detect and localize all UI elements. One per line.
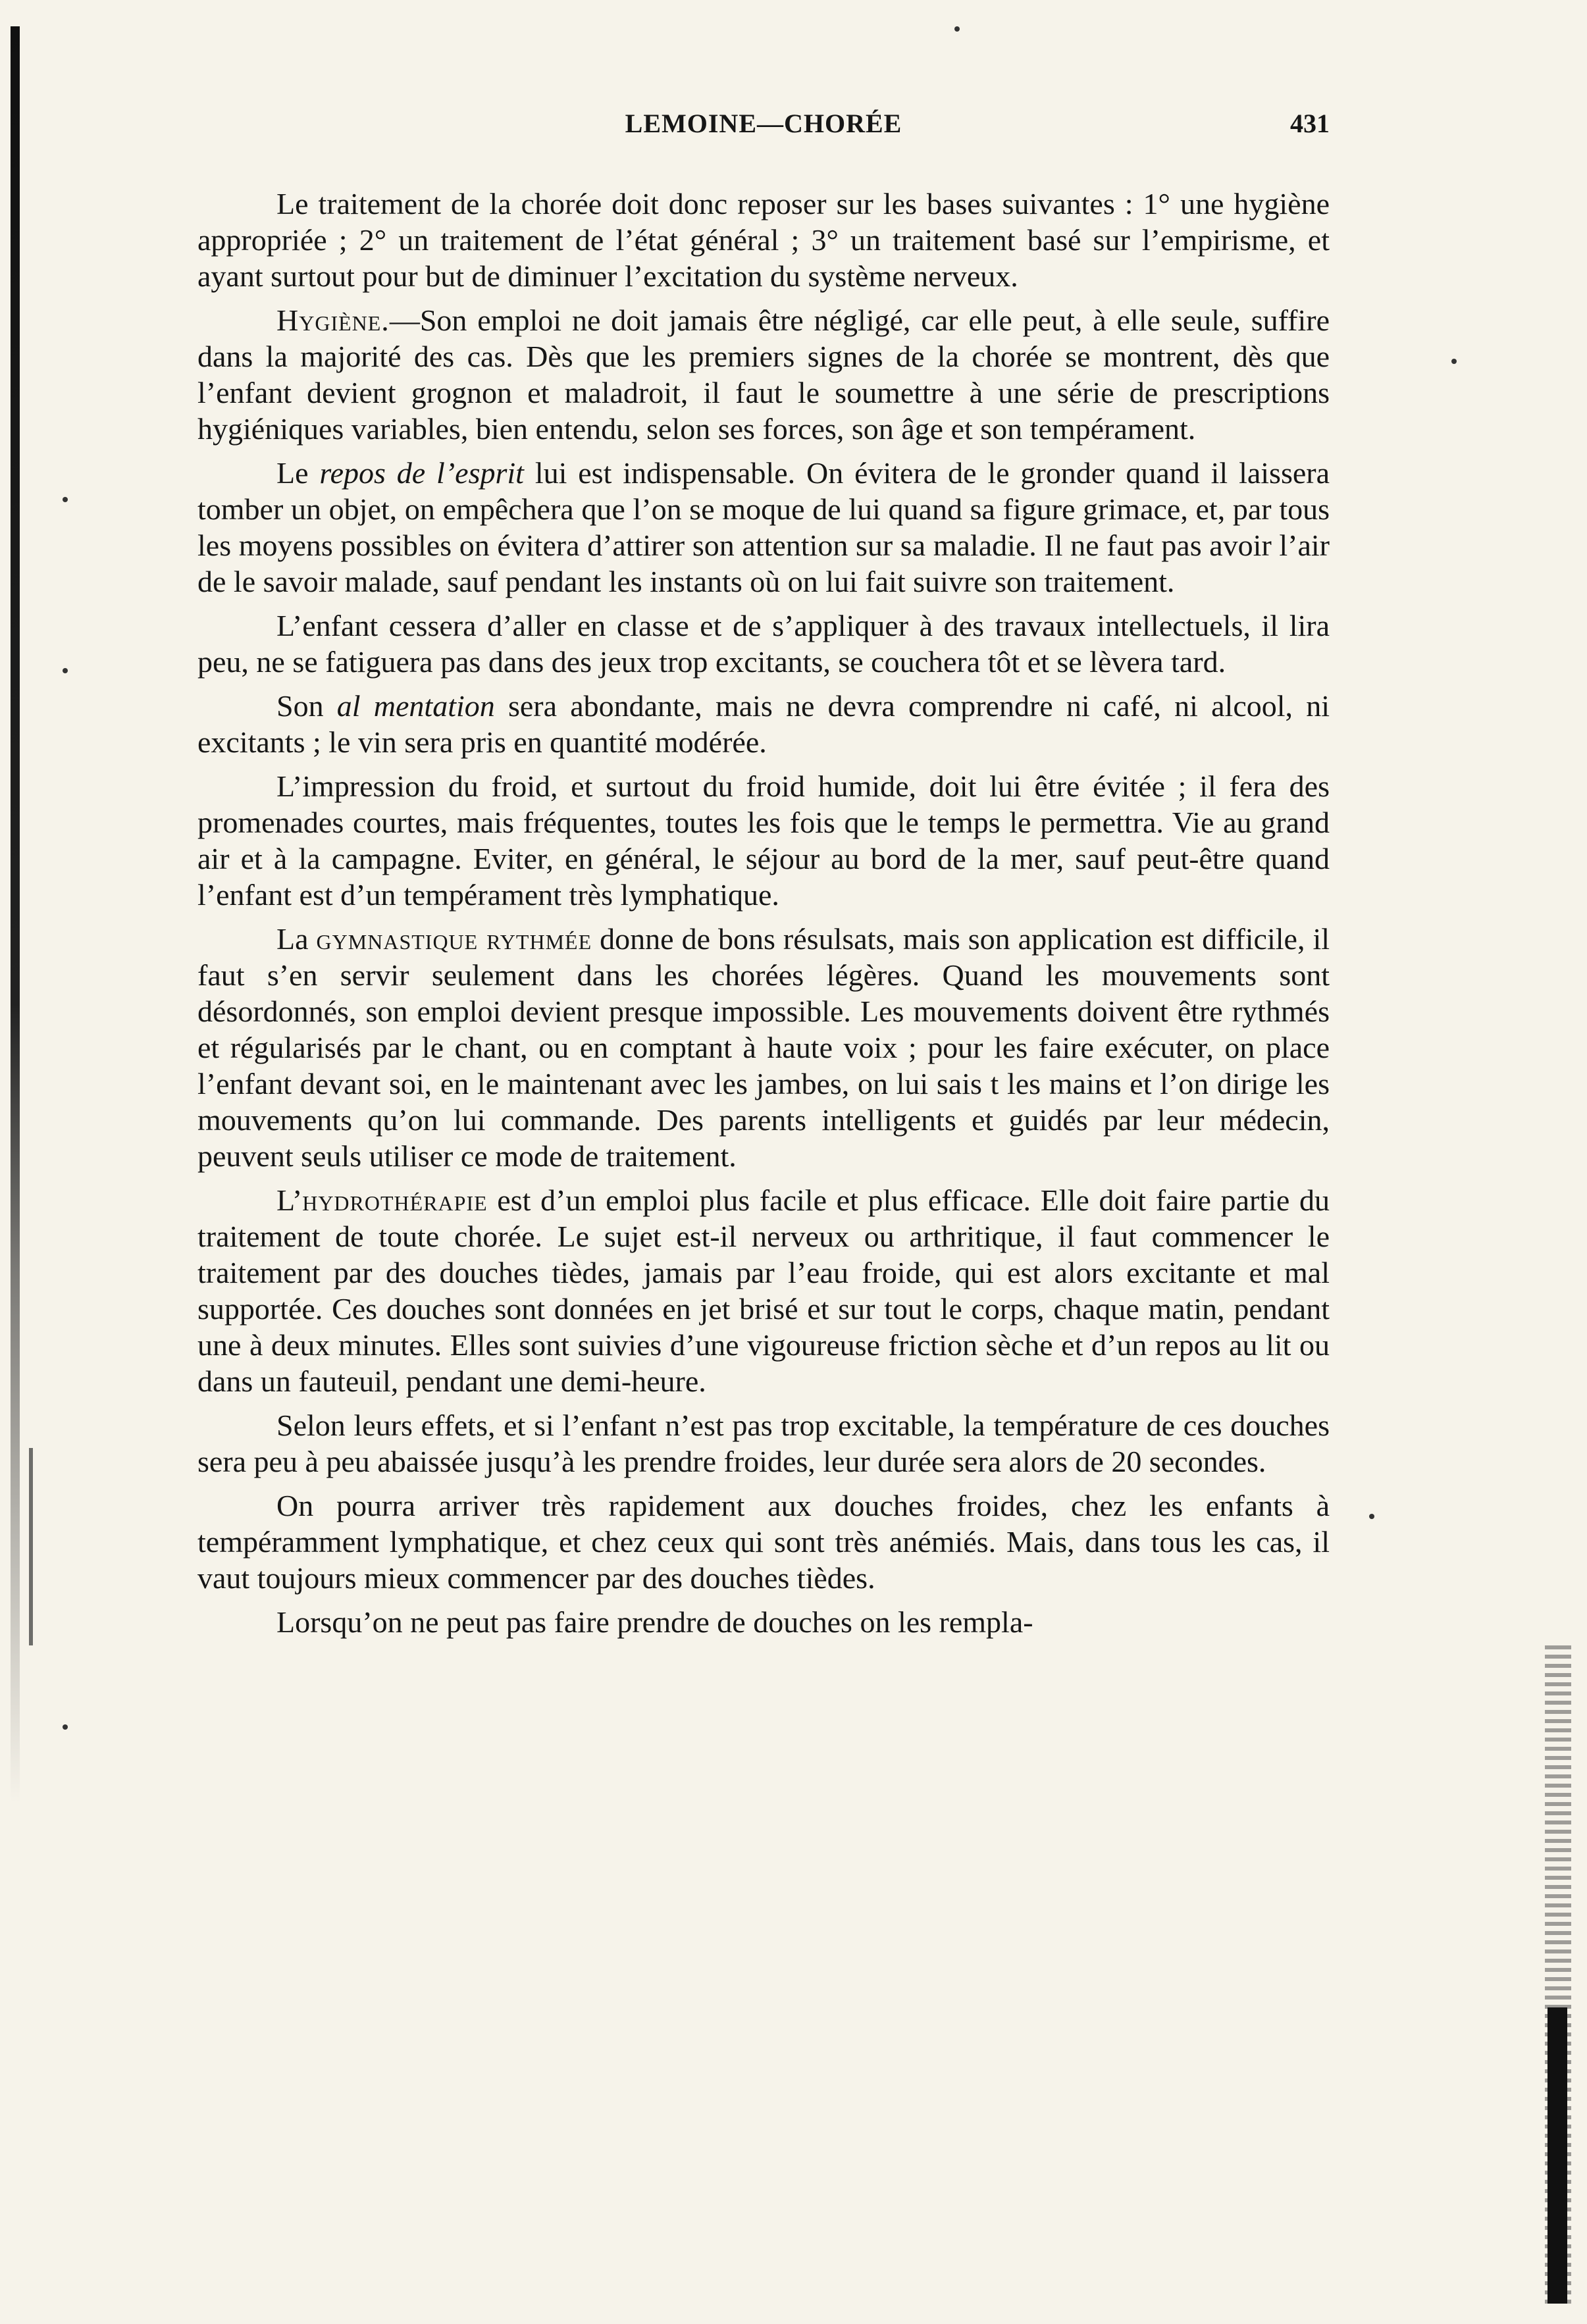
paragraph-text: L’ xyxy=(276,1183,303,1217)
scan-speck xyxy=(954,26,960,32)
paragraph-intro xyxy=(197,186,1330,294)
paragraph-text: La xyxy=(276,922,317,956)
paragraph-temperature xyxy=(197,1407,1330,1480)
paragraph-text: On pourra arriver très rapidement aux douches froides, chez les enfants à tempéramment lymphatique, et chez ceux qui sont très anémiés. Mais, dans tous les cas, il vaut toujours mieux commencer par des douches tièdes. xyxy=(197,1489,1330,1595)
paragraph-text: est d’un emploi plus facile et plus efficace. Elle doit faire partie du traitement de toute chorée. Le sujet est-il nerveux ou arthritique, il faut commencer le traitement par des douches tièdes, jamais par l’eau froide, qui est alors excitante et mal supportée. Ces douches sont données en jet brisé et sur tout le corps, chaque matin, pendant une à deux minutes. Elles sont suivies d’une vigoureuse friction sèche et d’un repos au lit ou dans un fauteuil, pendant une demi-heure. xyxy=(197,1183,1330,1398)
scan-right-edge-shadow xyxy=(1548,2007,1567,2304)
paragraph-text: L’enfant cessera d’aller en classe et de s’appliquer à des travaux intellectuels, il lira peu, ne se fatiguera pas dans des jeux trop excitants, se couchera tôt et se lèvera tard. xyxy=(197,609,1330,679)
paragraph-classe xyxy=(197,607,1330,680)
paragraph-text: —Son emploi ne doit jamais être négligé, car elle peut, à elle seule, suffire dans la majorité des cas. Dès que les premiers signes de la chorée se montrent, dès que l’enfant devient grognon et maladroit, il faut le soumettre à une série de prescriptions hygiéniques variables, bien entendu, selon ses forces, son âge et son tempérament. xyxy=(197,303,1330,446)
section-heading-gymnastique: gymnastique rythmée xyxy=(316,922,592,956)
emphasis-term: repos de l’esprit xyxy=(319,456,524,490)
scan-speck xyxy=(63,1724,68,1730)
paragraph-text: L’impression du froid, et surtout du froid humide, doit lui être évitée ; il fera des promenades courtes, mais fréquentes, toutes les fois que le temps le permettra. Vie au grand air et à la campagne. Eviter, en général, le séjour au bord de la mer, sauf peut-être quand l’enfant est d’un tempérament très lymphatique. xyxy=(197,769,1330,912)
paragraph-text: Le traitement de la chorée doit donc reposer sur les bases suivantes : 1° une hygiène appropriée ; 2° un traitement de l’état général ; 3° un traitement basé sur l’empirisme, et ayant surtout pour but de diminuer l’excitation du système nerveux. xyxy=(197,187,1330,293)
emphasis-term: al mentation xyxy=(336,689,495,723)
scan-edge-shadow xyxy=(11,26,20,1803)
paragraph-hygiene xyxy=(197,302,1330,447)
scan-speck xyxy=(1369,1514,1374,1519)
paragraph-alimentation xyxy=(197,688,1330,760)
page-number: 431 xyxy=(1290,109,1330,138)
paragraph-text: sera abondante, mais ne devra comprendre ni café, ni alcool, ni excitants ; le vin sera pris en quantité modérée. xyxy=(197,689,1330,759)
section-heading-hydrotherapie: hydrothérapie xyxy=(302,1183,488,1217)
paragraph-froid xyxy=(197,768,1330,913)
paragraph-remplacement xyxy=(197,1604,1330,1640)
paragraph-hydrotherapie xyxy=(197,1182,1330,1399)
paragraph-text: Le xyxy=(276,456,320,490)
body-text xyxy=(197,186,1330,1640)
paragraph-text: Selon leurs effets, et si l’enfant n’est pas trop excitable, la température de ces douches sera peu à peu abaissée jusqu’à les prendre froides, leur durée sera alors de 20 secondes. xyxy=(197,1408,1330,1478)
paragraph-gymnastique xyxy=(197,921,1330,1174)
paragraph-text: lui est indispensable. On évitera de le gronder quand il laissera tomber un objet, on empêchera que l’on se moque de lui quand sa figure grimace, et, par tous les moyens possibles on évitera d’attirer son attention sur sa maladie. Il ne faut pas avoir l’air de le savoir malade, sauf pendant les instants où on lui fait suivre son traitement. xyxy=(197,456,1330,598)
scan-speck xyxy=(1451,359,1457,364)
scan-speck xyxy=(63,497,68,502)
section-heading-hygiene: Hygiène. xyxy=(276,303,390,337)
paragraph-repos xyxy=(197,455,1330,600)
running-header xyxy=(197,99,1330,151)
scan-speck xyxy=(63,668,68,673)
book-page xyxy=(197,99,1330,2271)
paragraph-text: donne de bons résulsats, mais son application est difficile, il faut s’en servir seulement dans les chorées légères. Quand les mouvements sont désordonnés, son emploi devient presque impossible. Les mouvements doivent être rythmés et régularisés par le chant, ou en comptant à haute voix ; pour les faire exécuter, on place l’enfant devant soi, en le maintenant avec les jambes, on lui sais t les mains et l’on dirige les mouvements qu’on lui commande. Des parents intelligents et guidés par leur médecin, peuvent seuls utiliser ce mode de traitement. xyxy=(197,922,1330,1173)
scan-edge-mark xyxy=(29,1448,33,1645)
paragraph-text: Son xyxy=(276,689,337,723)
paragraph-douches-froides xyxy=(197,1487,1330,1596)
running-title: LEMOINE—CHORÉE xyxy=(625,109,902,138)
paragraph-text: Lorsqu’on ne peut pas faire prendre de douches on les rempla- xyxy=(276,1605,1033,1639)
